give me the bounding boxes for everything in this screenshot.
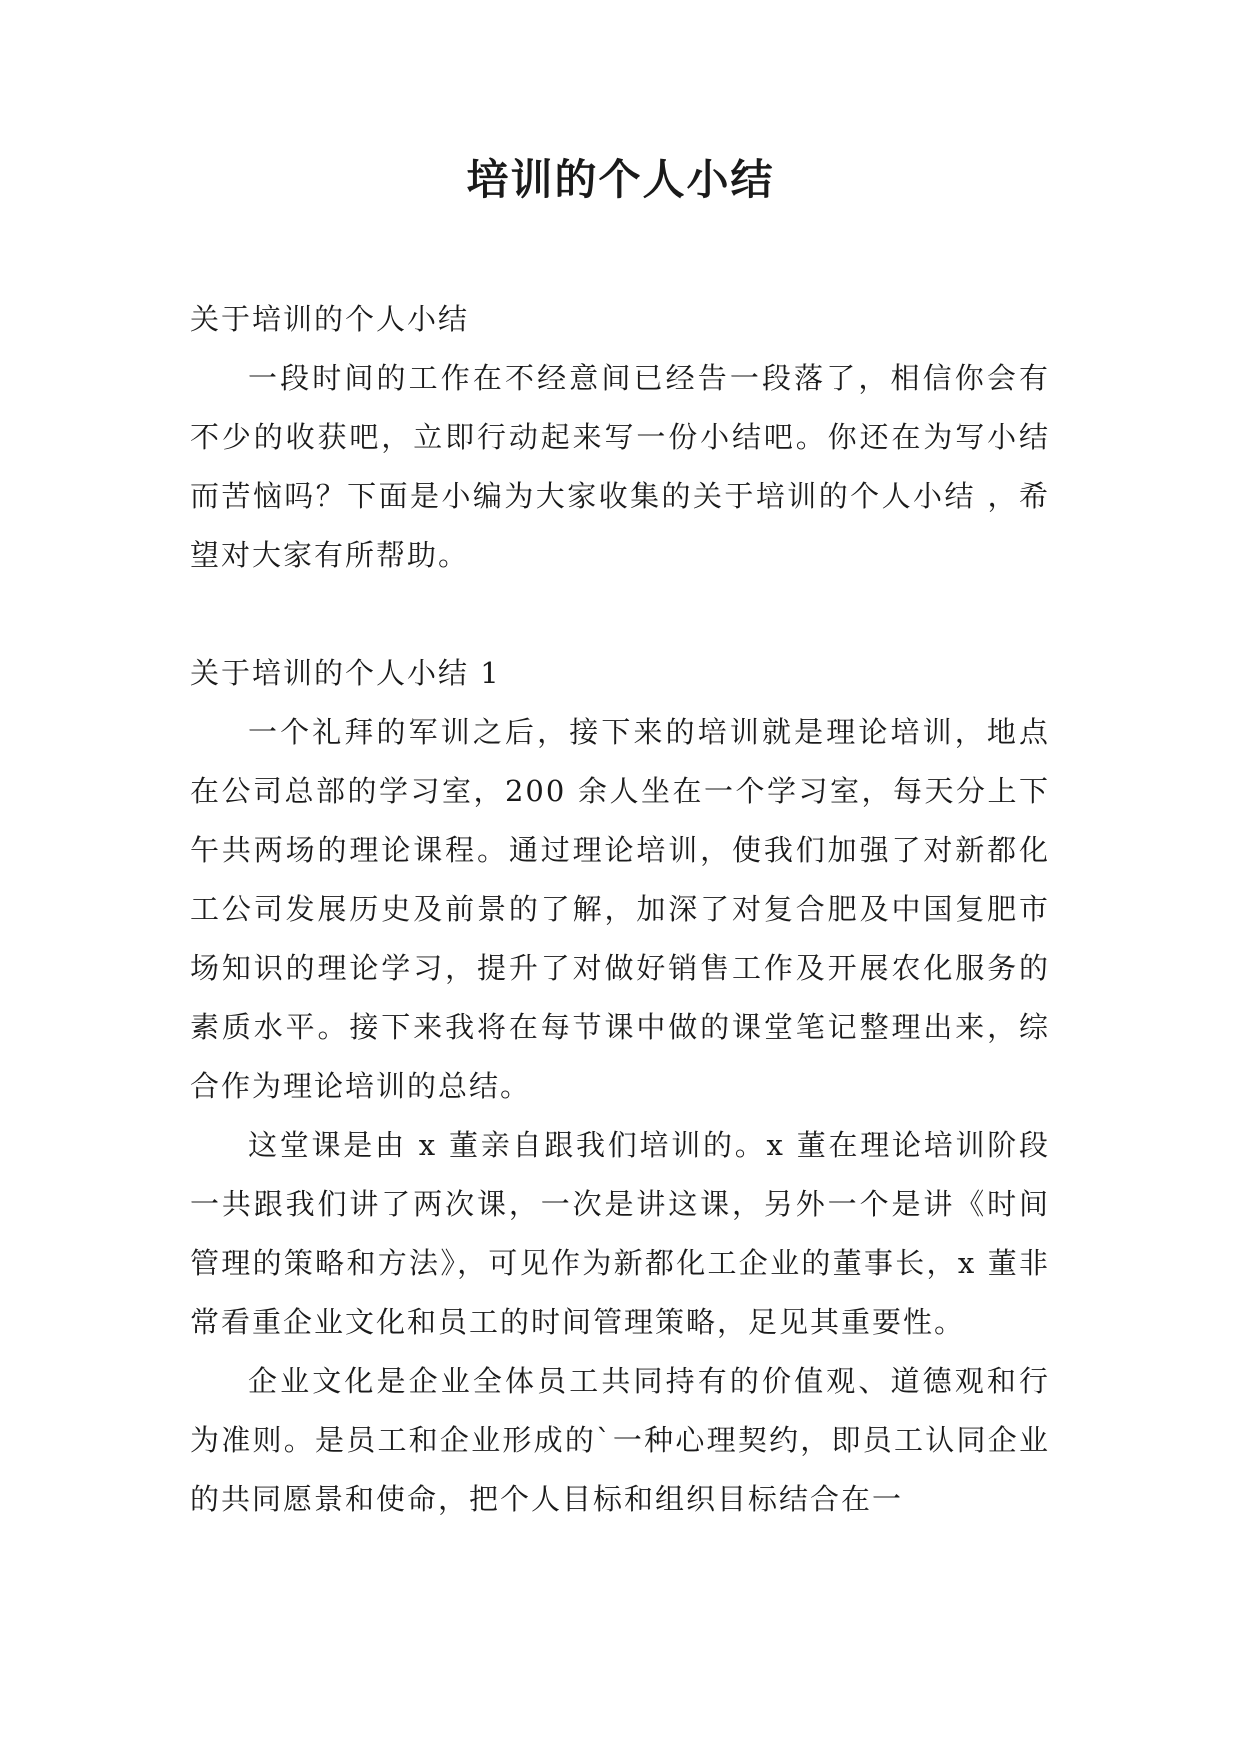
section1-paragraph-3: 企业文化是企业全体员工共同持有的价值观、道德观和行为准则。是员工和企业形成的`一种心理契约，即员工认同企业的共同愿景和使命，把个人目标和组织目标结合在一 [190,1364,1050,1516]
document-title: 培训的个人小结 [466,155,775,204]
document-body [190,290,1050,1529]
intro-heading: 关于培训的个人小结 [190,302,470,336]
section1-paragraph-2: 这堂课是由 x 董亲自跟我们培训的。x 董在理论培训阶段一共跟我们讲了两次课，一次是讲这课，另外一个是讲《时间管理的策略和方法》，可见作为新都化工企业的董事长，x 董非常看重企业文化和员工的时间管理策略，足见其重要性。 [190,1128,1050,1339]
intro-paragraph: 一段时间的工作在不经意间已经告一段落了，相信你会有不少的收获吧，立即行动起来写一份小结吧。你还在为写小结而苦恼吗？下面是小编为大家收集的关于培训的个人小结 ，希望对大家有所帮助。 [190,361,1050,572]
section1-heading: 关于培训的个人小结 1 [190,656,501,690]
section1-paragraph-1: 一个礼拜的军训之后，接下来的培训就是理论培训，地点在公司总部的学习室，200 余人坐在一个学习室，每天分上下午共两场的理论课程。通过理论培训，使我们加强了对新都化工公司发展历史及前景的了解，加深了对复合肥及中国复肥市场知识的理论学习，提升了对做好销售工作及开展农化服务的素质水平。接下来我将在每节课中做的课堂笔记整理出来，综合作为理论培训的总结。 [190,715,1050,1103]
section-spacer [190,585,1050,644]
